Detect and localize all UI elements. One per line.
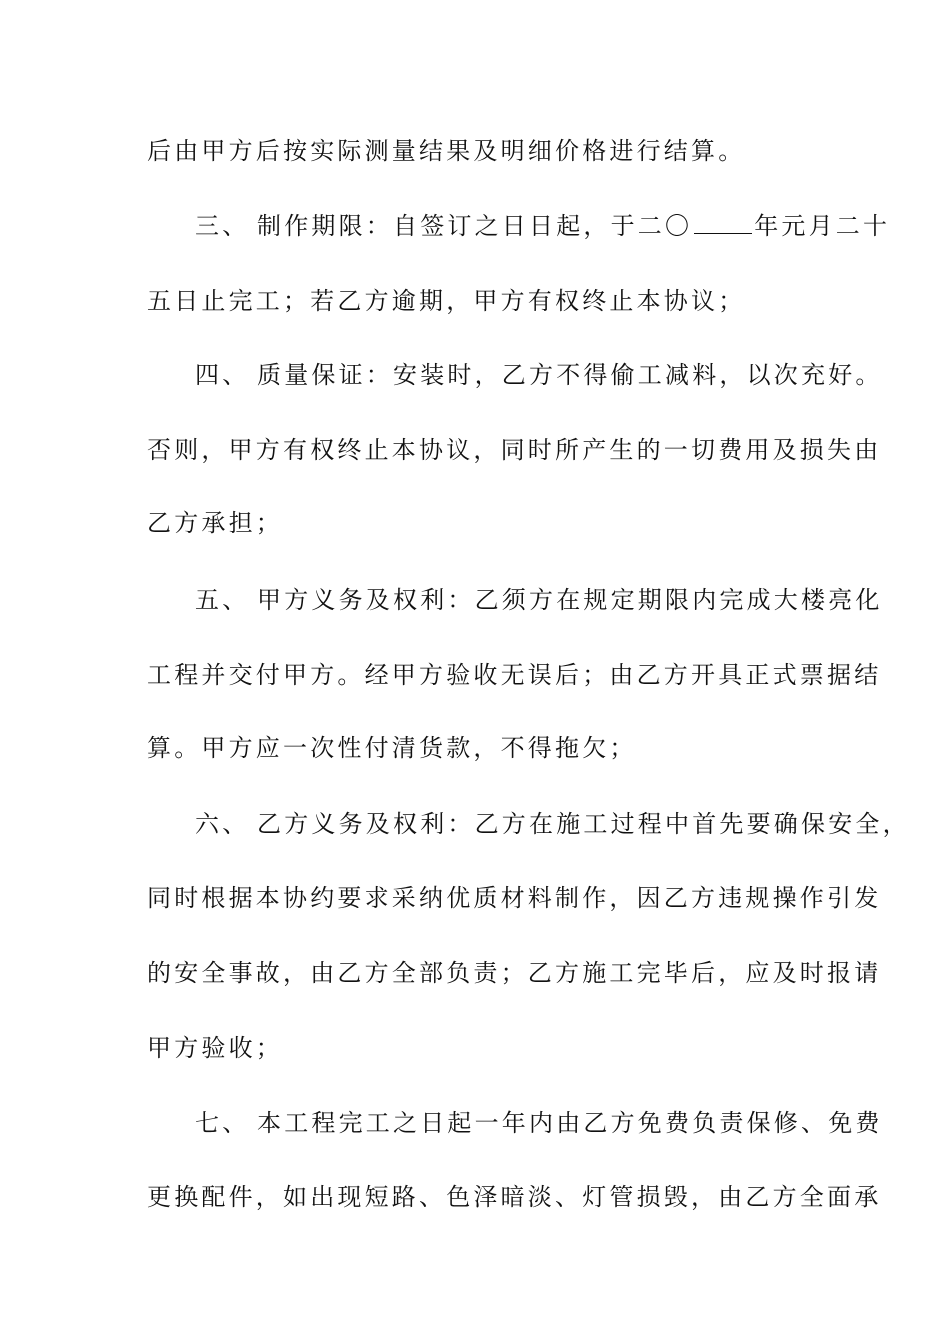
clause-4-heading-line [195,355,883,395]
line-text: 工程并交付甲方。经甲方验收无误后；由乙方开具正式票据结 [147,661,882,689]
text-line [147,503,283,543]
text-line [147,1028,283,1068]
clause-7-heading-line [195,1103,883,1143]
fill-in-blank [694,209,752,234]
text-line [147,131,745,171]
line-text: 乙方义务及权利：乙方在施工过程中首先要确保安全， [257,810,910,838]
clause-number: 三、 [195,212,250,240]
clause-5-heading-line [195,580,883,620]
clause-number: 六、 [195,810,250,838]
line-text: 甲方义务及权利：乙须方在规定期限内完成大楼亮化 [257,586,883,614]
line-text: 本工程完工之日起一年内由乙方免费负责保修、免费 [257,1109,883,1137]
clause-number: 五、 [195,586,250,614]
clause-6-heading-line [195,804,910,844]
line-text: 五日止完工；若乙方逾期，甲方有权终止本协议； [147,287,746,315]
line-text: 更换配件，如出现短路、色泽暗淡、灯管损毁，由乙方全面承 [147,1183,882,1211]
text-line [147,953,881,993]
line-text: 年元月二十 [754,212,891,240]
text-line [147,655,881,695]
line-text: 后由甲方后按实际测量结果及明细价格进行结算。 [147,137,746,165]
line-text: 同时根据本协约要求采纳优质材料制作，因乙方违规操作引发 [147,884,882,912]
line-text: 制作期限：自签订之日日起，于二〇 [257,212,693,240]
clause-number: 四、 [195,361,250,389]
text-line [147,728,637,768]
line-text: 的安全事故，由乙方全部负责；乙方施工完毕后，应及时报请 [147,959,882,987]
line-text: 甲方验收； [147,1034,283,1062]
line-text: 否则，甲方有权终止本协议，同时所产生的一切费用及损失由 [147,436,882,464]
clause-3-heading-line [195,206,890,246]
line-text: 算。甲方应一次性付清货款，不得拖欠； [147,734,637,762]
line-text: 乙方承担； [147,509,283,537]
clause-number: 七、 [195,1109,250,1137]
text-line [147,1177,881,1217]
line-text: 质量保证：安装时，乙方不得偷工减料，以次充好。 [257,361,883,389]
text-line [147,281,745,321]
text-line [147,430,881,470]
text-line [147,878,881,918]
